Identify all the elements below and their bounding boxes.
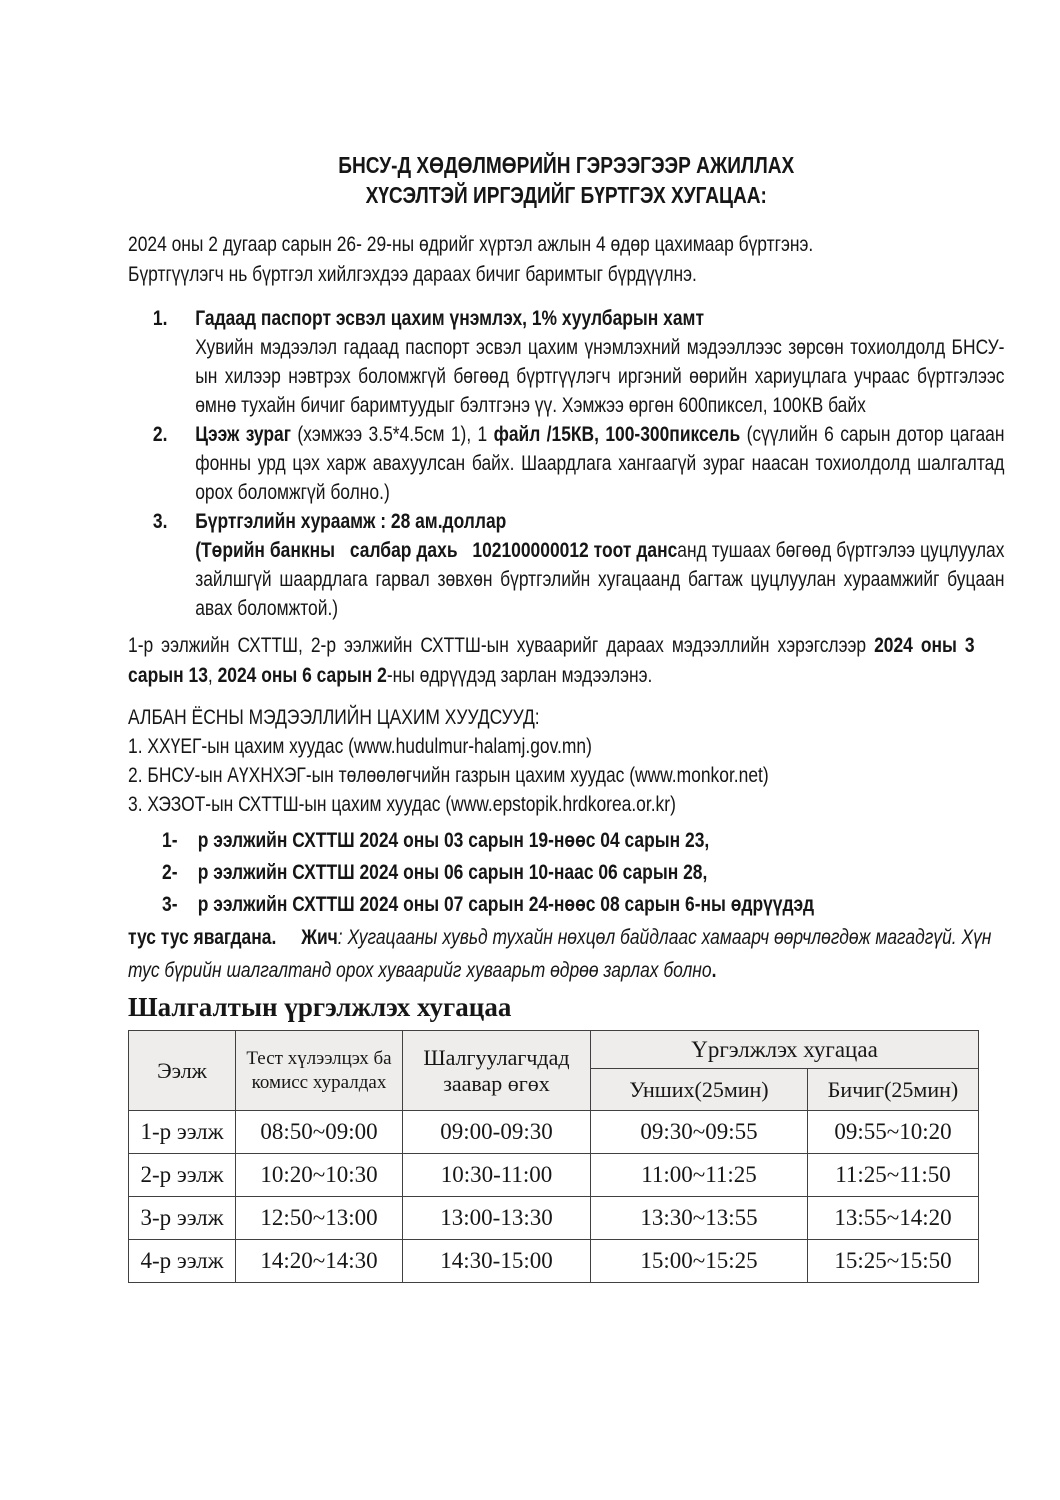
bold-run: (Төрийн банкны салбар дахь 102100000012 тоот данс	[195, 539, 678, 562]
item-number: 3.	[152, 510, 168, 533]
exam-round-text: р ээлжийн СХТТШ 2024 оны 06 сарын 10-наас 06 сарын 28,	[197, 861, 708, 884]
document-content	[128, 150, 1005, 1283]
bold-run: тус тус явагдана.	[128, 926, 277, 949]
cell-instruction: 10:30-11:00	[403, 1154, 591, 1197]
condensed-text-section	[128, 150, 1004, 987]
cell-reading: 09:30~09:55	[591, 1111, 808, 1154]
cell-writing: 11:25~11:50	[808, 1154, 979, 1197]
requirement-item-1	[128, 304, 1004, 420]
page-title-line-1: БНСУ-Д ХӨДӨЛМӨРИЙН ГЭРЭЭГЭЭР АЖИЛЛАХ	[338, 152, 795, 178]
official-page-item-3: 3. ХЭЗОТ-ын СХТТШ-ын цахим хуудас (www.epstopik.hrdkorea.or.kr)	[128, 793, 676, 816]
intro-line-2: Бүртгүүлэгч нь бүртгэл хийлгэхдээ дараах бичиг баримтыг бүрдүүлнэ.	[128, 263, 697, 286]
exam-round-item-2	[128, 857, 1004, 889]
plain-run: анд тушаах бөгөөд бүртгэлээ цуцлуулах зайлшгүй шаардлага гарвал зөвхөн бүртгэлийн хугацаанд багтаж цуцлуулан хураамжийг буцаан авах боломжтой.)	[195, 539, 1005, 620]
requirement-item-2	[128, 420, 1004, 507]
item-number: 3-	[162, 893, 178, 916]
official-pages-block	[128, 703, 1004, 819]
requirement-title: Гадаад паспорт эсвэл цахим үнэмлэх, 1% хуулбарын хамт	[195, 307, 704, 330]
bold-run: .	[711, 959, 717, 982]
header-cell-reading: Унших(25мин)	[591, 1069, 808, 1111]
italic-note: : Хугацааны хувьд тухайн нөхцөл байдлаас хамаарч өөрчлөгдөж магадгүй. Хүн тус бүрийн шалгалтанд орох хуваарийг хуваарьт өдрөө зарлах болно	[128, 926, 992, 982]
item-number: 2.	[152, 423, 168, 446]
cell-test: 10:20~10:30	[236, 1154, 403, 1197]
cell-reading: 11:00~11:25	[591, 1154, 808, 1197]
header-cell-writing: Бичиг(25мин)	[808, 1069, 979, 1111]
header-cell-duration: Үргэлжлэх хугацаа	[591, 1031, 979, 1069]
requirement-title: Бүртгэлийн хураамж : 28 ам.доллар	[195, 510, 507, 533]
official-page-item-2: 2. БНСУ-ын АҮХНХЭГ-ын төлөөлөгчийн газрын цахим хуудас (www.monkor.net)	[128, 764, 769, 787]
schedule-section	[128, 991, 1005, 1283]
cell-instruction: 13:00-13:30	[403, 1197, 591, 1240]
cell-instruction: 14:30-15:00	[403, 1240, 591, 1283]
table-header-row-1	[129, 1031, 979, 1069]
item-number: 1.	[152, 307, 168, 330]
exam-round-item-3	[128, 889, 1004, 921]
requirement-body: Хувийн мэдээлэл гадаад паспорт эсвэл цахим үнэмлэхний мэдээллээс зөрсөн тохиолдолд БНСУ-ын хилээр нэвтрэх боломжгүй бөгөөд бүртгүүлэгч иргэний өөрийн хариуцлага учраас бүртгэлээс өмнө тухайн бичиг баримтуудыг бэлтгэнэ үү. Хэмжээ өргөн 600пиксел, 100КВ байх	[195, 336, 1005, 417]
schedule-section-title: Шалгалтын үргэлжлэх хугацаа	[128, 992, 512, 1022]
cell-shift: 3-р ээлж	[129, 1197, 236, 1240]
intro-paragraph	[128, 230, 1004, 290]
plain-run: (сүүлийн 6 сарын дотор цагаан фонны урд цэх харж авахуулсан байх. Шаардлага хангаагүй зураг наасан тохиолдолд шалгалтад орох боломжгүй болно.)	[195, 423, 1005, 504]
plain-run: -ны өдрүүдэд зарлан мэдээлэнэ.	[386, 664, 653, 687]
exam-round-text: р ээлжийн СХТТШ 2024 оны 03 сарын 19-нөөс 04 сарын 23,	[197, 829, 710, 852]
requirement-note	[195, 536, 1004, 623]
header-cell-test: Тест хүлээлцэх ба комисс хуралдах	[236, 1031, 403, 1111]
cell-instruction: 09:00-09:30	[403, 1111, 591, 1154]
official-page-item-1: 1. ХХҮЕГ-ын цахим хуудас (www.hudulmur-halamj.gov.mn)	[128, 735, 592, 758]
exam-round-text: р ээлжийн СХТТШ 2024 оны 07 сарын 24-нөөс 08 сарын 6-ны өдрүүдэд	[197, 893, 815, 916]
exam-rounds-list	[128, 825, 1004, 921]
item-number: 2-	[162, 861, 178, 884]
cell-shift: 4-р ээлж	[129, 1240, 236, 1283]
requirement-body	[195, 420, 1004, 507]
plain-run: ,	[207, 664, 218, 687]
cell-writing: 09:55~10:20	[808, 1111, 979, 1154]
table-row	[129, 1154, 979, 1197]
bold-run: файл /15КВ, 100-300пиксель	[493, 423, 741, 446]
cell-test: 08:50~09:00	[236, 1111, 403, 1154]
header-cell-shift: Ээлж	[129, 1031, 236, 1111]
cell-test: 14:20~14:30	[236, 1240, 403, 1283]
requirement-item-3	[128, 507, 1004, 623]
plain-run: 1-р ээлжийн СХТТШ, 2-р ээлжийн СХТТШ-ын хуваарийг дараах мэдээллийн хэрэгслээр	[128, 634, 875, 657]
announcement-paragraph	[128, 631, 1004, 691]
page-title	[128, 150, 1004, 210]
item-number: 1-	[162, 829, 178, 852]
page-title-line-2: ХҮСЭЛТЭЙ ИРГЭДИЙГ БҮРТГЭХ ХУГАЦАА:	[365, 182, 767, 208]
header-cell-instruction: Шалгуулагчдад заавар өгөх	[403, 1031, 591, 1111]
table-row	[129, 1197, 979, 1240]
cell-writing: 15:25~15:50	[808, 1240, 979, 1283]
cell-test: 12:50~13:00	[236, 1197, 403, 1240]
bold-date: 2024 оны 3 сарын 13	[128, 634, 975, 687]
table-row	[129, 1111, 979, 1154]
closing-paragraph	[128, 921, 1004, 987]
table-row	[129, 1240, 979, 1283]
note-label: Жич	[301, 926, 338, 949]
requirements-list	[128, 304, 1004, 623]
cell-reading: 13:30~13:55	[591, 1197, 808, 1240]
schedule-table	[128, 1030, 979, 1283]
bold-run: Цээж зураг	[195, 423, 291, 446]
cell-shift: 1-р ээлж	[129, 1111, 236, 1154]
bold-date: 2024 оны 6 сарын 2	[217, 664, 387, 687]
plain-run: (хэмжээ 3.5*4.5см 1), 1	[290, 423, 494, 446]
cell-shift: 2-р ээлж	[129, 1154, 236, 1197]
exam-round-item-1	[128, 825, 1004, 857]
cell-reading: 15:00~15:25	[591, 1240, 808, 1283]
cell-writing: 13:55~14:20	[808, 1197, 979, 1240]
official-pages-heading: АЛБАН ЁСНЫ МЭДЭЭЛЛИЙН ЦАХИМ ХУУДСУУД:	[128, 706, 540, 729]
intro-line-1: 2024 оны 2 дугаар сарын 26- 29-ны өдрийг хүртэл ажлын 4 өдөр цахимаар бүртгэнэ.	[128, 233, 814, 256]
